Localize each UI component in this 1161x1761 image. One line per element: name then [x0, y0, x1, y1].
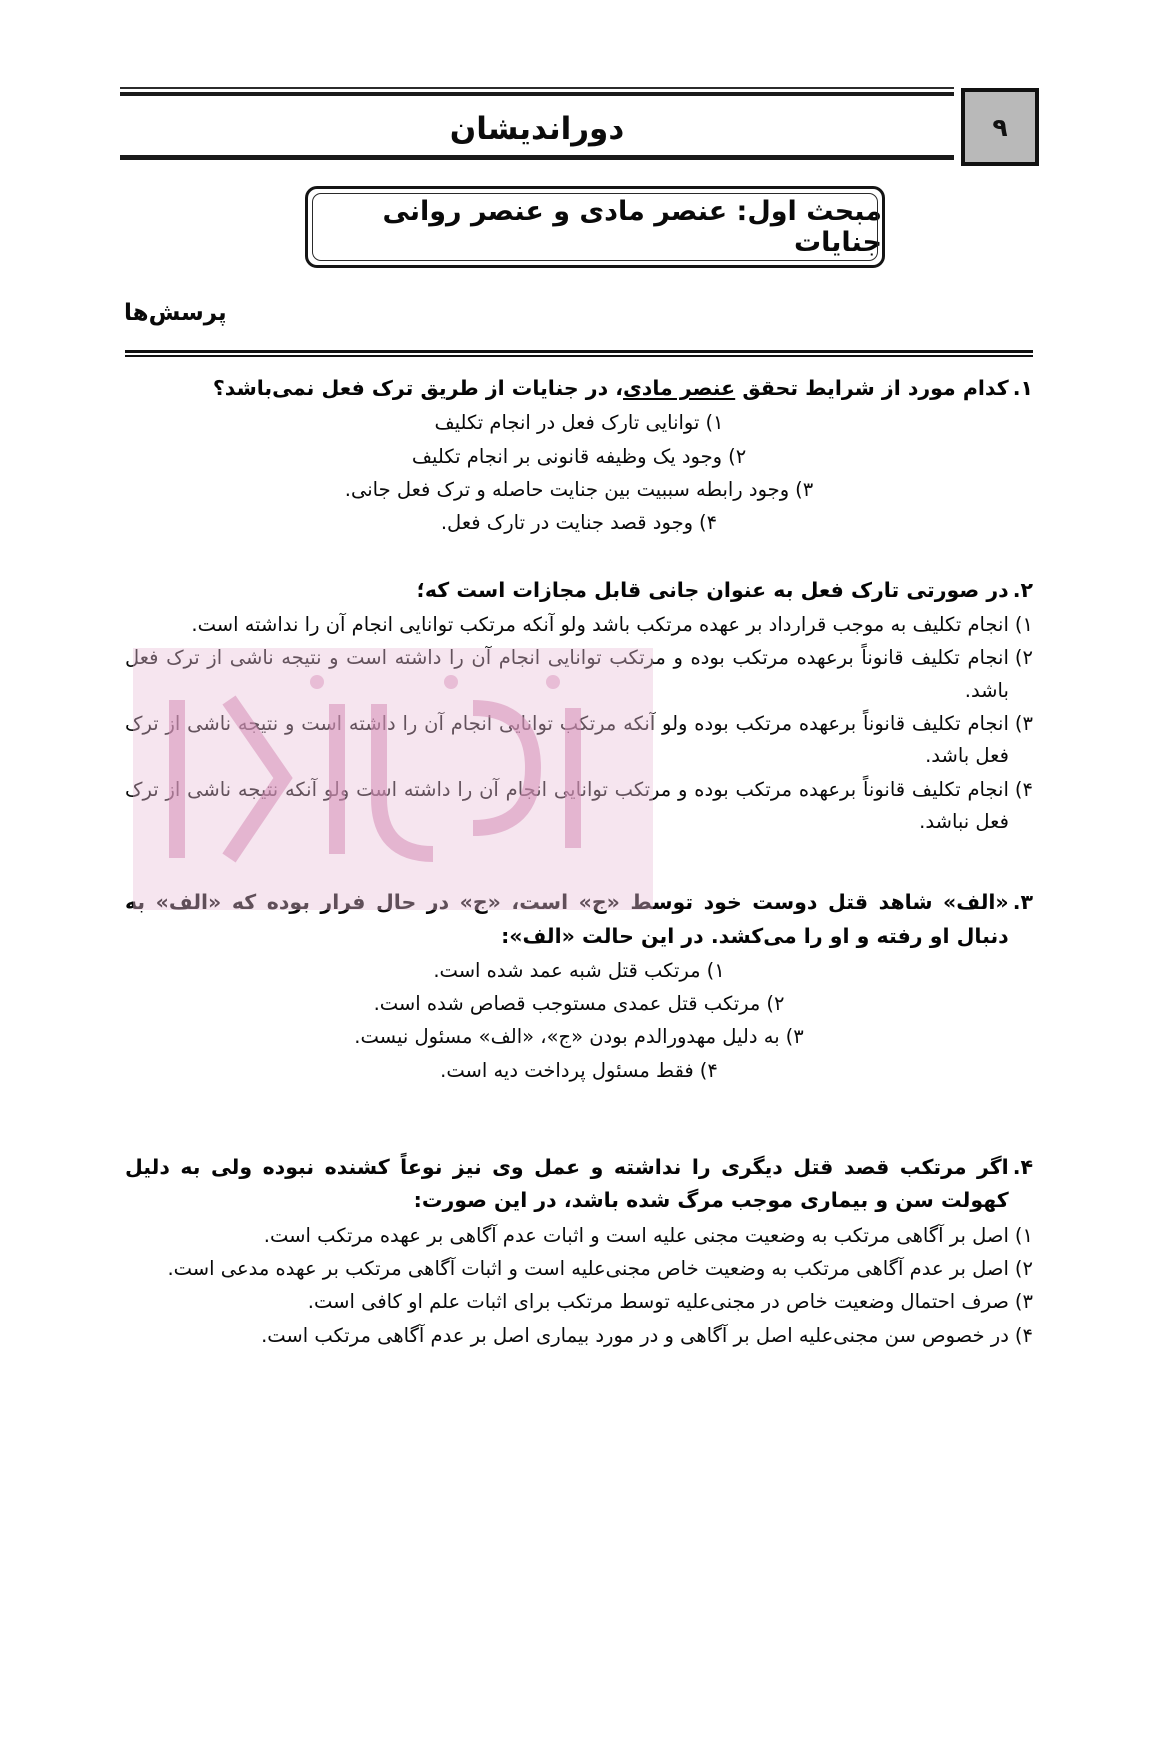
option-number: ۳) [1014, 1290, 1033, 1314]
header-bar [120, 92, 954, 160]
option-number: ۳) [785, 1025, 804, 1049]
option-item[interactable] [125, 441, 1033, 473]
page-header [120, 92, 1039, 164]
question-stem [125, 574, 1033, 607]
option-text: توانایی تارک فعل در انجام تکلیف [434, 411, 700, 435]
option-number: ۲) [728, 444, 747, 468]
stem-part-after: ، در جنایات از طریق ترک فعل نمی‌باشد؟ [212, 376, 624, 400]
option-list [125, 407, 1033, 539]
option-item[interactable] [125, 988, 1033, 1020]
option-number: ۴) [1014, 777, 1033, 801]
option-list [125, 1220, 1033, 1352]
option-text: وجود رابطه سببیت بین جنایت حاصله و ترک فعل جانی. [344, 477, 790, 501]
option-list [125, 955, 1033, 1087]
option-number: ۲) [766, 992, 785, 1016]
option-text: در خصوص سن مجنی‌علیه اصل بر آگاهی و در مورد بیماری اصل بر عدم آگاهی مرتکب است. [261, 1323, 1009, 1347]
section-title-plaque [305, 186, 885, 268]
option-text: انجام تکلیف قانوناً برعهده مرتکب بوده ولو آنکه مرتکب توانایی انجام آن را داشته است و نتیجه ناشی از ترک فعل باشد. [125, 711, 1009, 768]
option-text: صرف احتمال وضعیت خاص در مجنی‌علیه توسط مرتکب برای اثبات علم او کافی است. [307, 1290, 1009, 1314]
stem-underlined-term: عنصر مادی [623, 376, 736, 400]
questions-heading: پرسش‌ها [124, 300, 227, 326]
question-stem-text: در صورتی تارک فعل به عنوان جانی قابل مجازات است که؛ [416, 577, 1009, 602]
question-number: ۳. [1012, 890, 1033, 915]
page-number: ۹ [992, 112, 1008, 142]
option-text: مرتکب قتل عمدی مستوجب قصاص شده است. [373, 992, 761, 1016]
option-number: ۲) [1014, 646, 1033, 670]
question-block [125, 886, 1033, 1087]
option-number: ۴) [1014, 1323, 1033, 1347]
book-title: دوراندیشان [449, 111, 625, 147]
option-text: اصل بر آگاهی مرتکب به وضعیت مجنی علیه است و اثبات عدم آگاهی بر عهده مرتکب است. [263, 1223, 1009, 1247]
option-text: اصل بر عدم آگاهی مرتکب به وضعیت خاص مجنی‌علیه است و اثبات آگاهی مرتکب بر عهده مدعی است. [167, 1256, 1009, 1280]
option-item[interactable] [125, 1220, 1033, 1252]
option-item[interactable] [125, 774, 1033, 839]
option-text: به دلیل مهدورالدم بودن «ج»، «الف» مسئول نیست. [354, 1025, 780, 1049]
question-block [125, 372, 1033, 540]
option-number: ۱) [1014, 612, 1033, 636]
option-text: وجود قصد جنایت در تارک فعل. [440, 511, 694, 535]
section-divider [125, 350, 1033, 357]
questions-container [125, 372, 1033, 1370]
option-item[interactable] [125, 609, 1033, 641]
question-stem-text: «الف» شاهد قتل دوست خود توسط «ج» است، «ج» در حال فرار بوده که «الف» به دنبال او رفته و او را می‌کشد. در این حالت «الف»: [125, 890, 1009, 948]
option-item[interactable] [125, 474, 1033, 506]
option-item[interactable] [125, 955, 1033, 987]
option-number: ۳) [1014, 711, 1033, 735]
option-text: انجام تکلیف به موجب قرارداد بر عهده مرتکب باشد ولو آنکه مرتکب توانایی انجام آن را نداشته است. [191, 612, 1009, 636]
question-number: ۱. [1012, 376, 1033, 400]
option-item[interactable] [125, 1286, 1033, 1318]
option-number: ۴) [699, 511, 718, 535]
option-item[interactable] [125, 708, 1033, 773]
question-stem [125, 1151, 1033, 1217]
option-text: انجام تکلیف قانوناً برعهده مرتکب بوده و مرتکب توانایی انجام آن را داشته است ولو آنکه نتیجه ناشی از ترک فعل نباشد. [125, 777, 1009, 833]
option-item[interactable] [125, 1021, 1033, 1053]
option-text: انجام تکلیف قانوناً برعهده مرتکب بوده و مرتکب توانایی انجام آن را داشته است و نتیجه ناشی از ترک فعل باشد. [125, 646, 1009, 702]
option-text: مرتکب قتل شبه عمد شده است. [433, 958, 701, 982]
option-number: ۱) [706, 958, 725, 982]
section-title: مبحث اول: عنصر مادی و عنصر روانی جنایات [382, 196, 882, 258]
option-item[interactable] [125, 1320, 1033, 1352]
question-number: ۴. [1012, 1155, 1033, 1180]
option-text: فقط مسئول پرداخت دیه است. [440, 1058, 694, 1082]
question-stem [125, 372, 1033, 405]
question-block [125, 1151, 1033, 1352]
option-item[interactable] [125, 642, 1033, 707]
question-stem-text: اگر مرتکب قصد قتل دیگری را نداشته و عمل وی نیز نوعاً کشنده نبوده ولی به دلیل کهولت سن و بیماری موجب مرگ شده باشد، در این صورت: [125, 1155, 1009, 1213]
option-number: ۲) [1014, 1256, 1033, 1280]
option-number: ۳) [795, 477, 814, 501]
stem-part-before: کدام مورد از شرایط تحقق [735, 376, 1009, 400]
question-block [125, 574, 1033, 839]
option-item[interactable] [125, 507, 1033, 539]
option-item[interactable] [125, 1253, 1033, 1285]
option-number: ۴) [699, 1058, 718, 1082]
option-list [125, 609, 1033, 839]
question-stem-text [125, 372, 1009, 405]
option-item[interactable] [125, 1055, 1033, 1087]
option-number: ۱) [705, 411, 724, 435]
option-item[interactable] [125, 407, 1033, 439]
question-stem [125, 886, 1033, 952]
option-number: ۱) [1014, 1223, 1033, 1247]
question-number: ۲. [1012, 577, 1033, 602]
page-number-box [961, 88, 1039, 166]
option-text: وجود یک وظیفه قانونی بر انجام تکلیف [411, 444, 723, 468]
